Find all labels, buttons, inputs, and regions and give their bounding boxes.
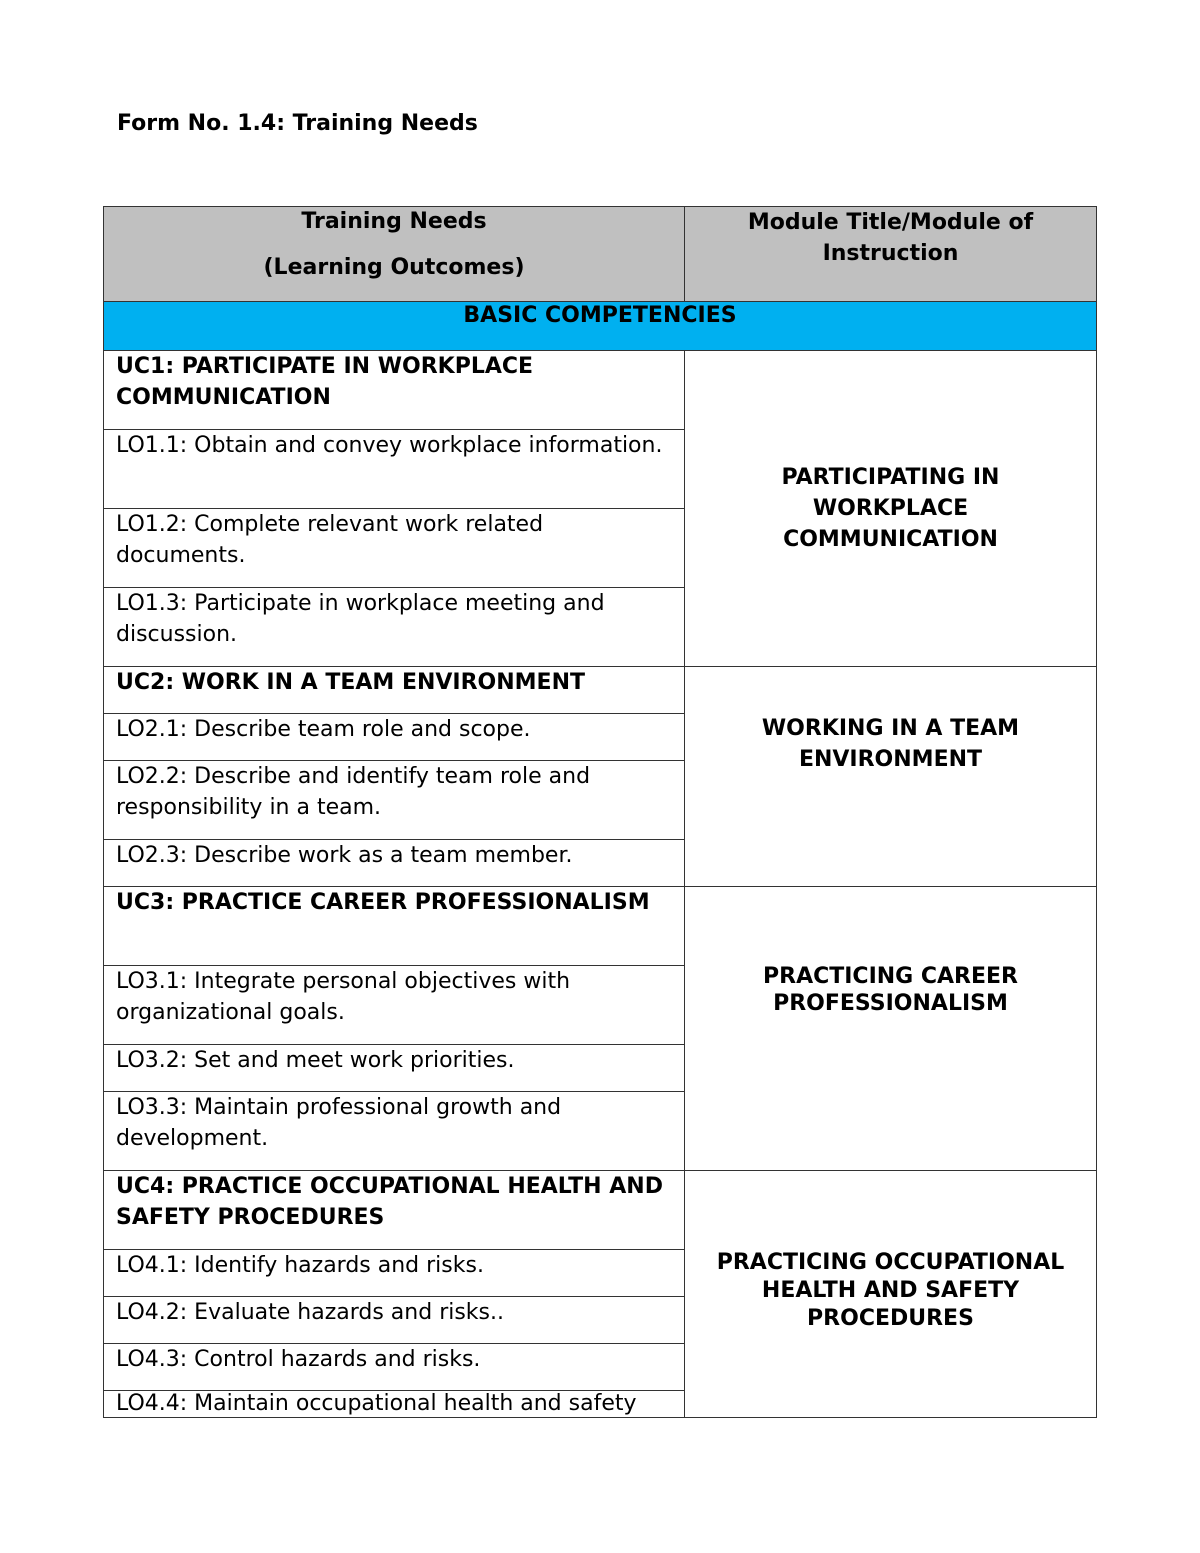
header-training-needs-label: Training Needs [301,209,487,234]
module-title-cell [685,887,1097,1171]
training-needs-table [103,206,1097,1418]
learning-outcome: LO1.3: Participate in workplace meeting and discussion. [104,588,685,667]
form-title: Form No. 1.4: Training Needs [117,111,478,136]
unit-competency-title: UC3: PRACTICE CAREER PROFESSIONALISM [104,887,685,966]
module-title: WORKING IN A TEAM ENVIRONMENT [761,716,1020,772]
learning-outcome: LO1.1: Obtain and convey workplace information. [104,430,685,509]
unit-row-uc2 [104,667,1097,714]
learning-outcome: LO2.1: Describe team role and scope. [104,714,685,761]
unit-row-uc4 [104,1171,1097,1250]
module-title-cell [685,667,1097,887]
learning-outcome: LO4.2: Evaluate hazards and risks.. [104,1297,685,1344]
learning-outcome: LO2.2: Describe and identify team role and responsibility in a team. [104,761,685,840]
learning-outcome: LO3.3: Maintain professional growth and development. [104,1092,685,1171]
learning-outcome: LO1.2: Complete relevant work related documents. [104,509,685,588]
header-training-needs [104,207,685,302]
table-header-row [104,207,1097,302]
learning-outcome: LO4.3: Control hazards and risks. [104,1344,685,1391]
header-module-title: Module Title/Module of Instruction [685,207,1097,302]
module-title: PRACTICING CAREER PROFESSIONALISM [763,964,1018,1016]
unit-competency-title: UC4: PRACTICE OCCUPATIONAL HEALTH AND SAFETY PROCEDURES [104,1171,685,1250]
learning-outcome: LO4.4: Maintain occupational health and safety [104,1391,685,1418]
module-title-cell [685,351,1097,667]
learning-outcome: LO3.2: Set and meet work priorities. [104,1045,685,1092]
header-learning-outcomes-label: (Learning Outcomes) [263,255,525,280]
learning-outcome: LO3.1: Integrate personal objectives with organizational goals. [104,966,685,1045]
unit-competency-title: UC1: PARTICIPATE IN WORKPLACE COMMUNICATION [104,351,685,430]
module-title-cell [685,1171,1097,1418]
module-title: PARTICIPATING IN WORKPLACE COMMUNICATION [781,465,1000,552]
learning-outcome: LO2.3: Describe work as a team member. [104,840,685,887]
unit-row-uc1 [104,351,1097,430]
module-title: PRACTICING OCCUPATIONAL HEALTH AND SAFETY PROCEDURES [716,1250,1065,1331]
unit-row-uc3 [104,887,1097,966]
section-title: BASIC COMPETENCIES [104,302,1097,351]
unit-competency-title: UC2: WORK IN A TEAM ENVIRONMENT [104,667,685,714]
section-row [104,302,1097,351]
learning-outcome: LO4.1: Identify hazards and risks. [104,1250,685,1297]
